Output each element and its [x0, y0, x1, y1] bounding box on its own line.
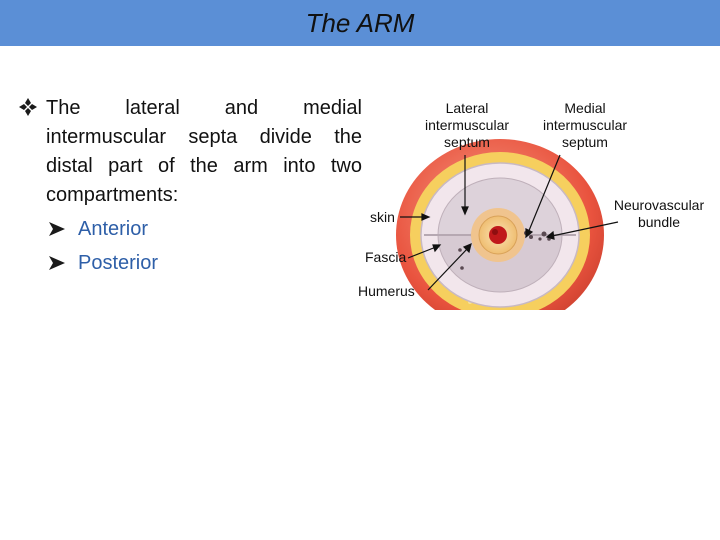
skin-label: skin: [370, 209, 395, 225]
sub-bullet-list: [46, 212, 362, 280]
medial-label-line: Medial: [564, 100, 606, 116]
arrow-bullet-icon: [48, 221, 66, 237]
main-bullet-text: The lateral and medial intermuscular septa divide the distal part of the arm into two compartments:: [46, 97, 362, 206]
main-bullet: [18, 94, 362, 210]
title-bar: [0, 0, 720, 46]
lateral-label-line: Lateral: [445, 100, 489, 116]
fascia-label: Fascia: [365, 249, 407, 265]
sub-bullet-text: Posterior: [78, 252, 159, 274]
neurovascular-label-line: bundle: [637, 214, 681, 230]
lateral-label-line: intermuscular: [424, 117, 510, 133]
medial-label-line: intermuscular: [542, 117, 628, 133]
sub-bullet-anterior: [46, 212, 362, 246]
bullet-list: [18, 94, 362, 280]
medial-label-line: septum: [562, 134, 608, 150]
slide-title: The ARM: [305, 7, 415, 38]
arm-cross-section-figure: [350, 90, 720, 310]
diamond-bullet-icon: [18, 97, 38, 117]
humerus-label: Humerus: [358, 283, 415, 299]
arrow-bullet-icon: [48, 255, 66, 271]
sub-bullet-posterior: [46, 246, 362, 280]
medial-septum-label: [530, 100, 640, 151]
neurovascular-bundle-label: [606, 197, 712, 231]
neurovascular-label-line: Neurovascular: [613, 197, 705, 213]
bone-marrow: [489, 226, 507, 244]
lateral-label-line: septum: [444, 134, 490, 150]
arm-cross-section: [396, 139, 604, 310]
sub-bullet-text: Anterior: [78, 218, 149, 240]
lateral-septum-label: [412, 100, 522, 151]
